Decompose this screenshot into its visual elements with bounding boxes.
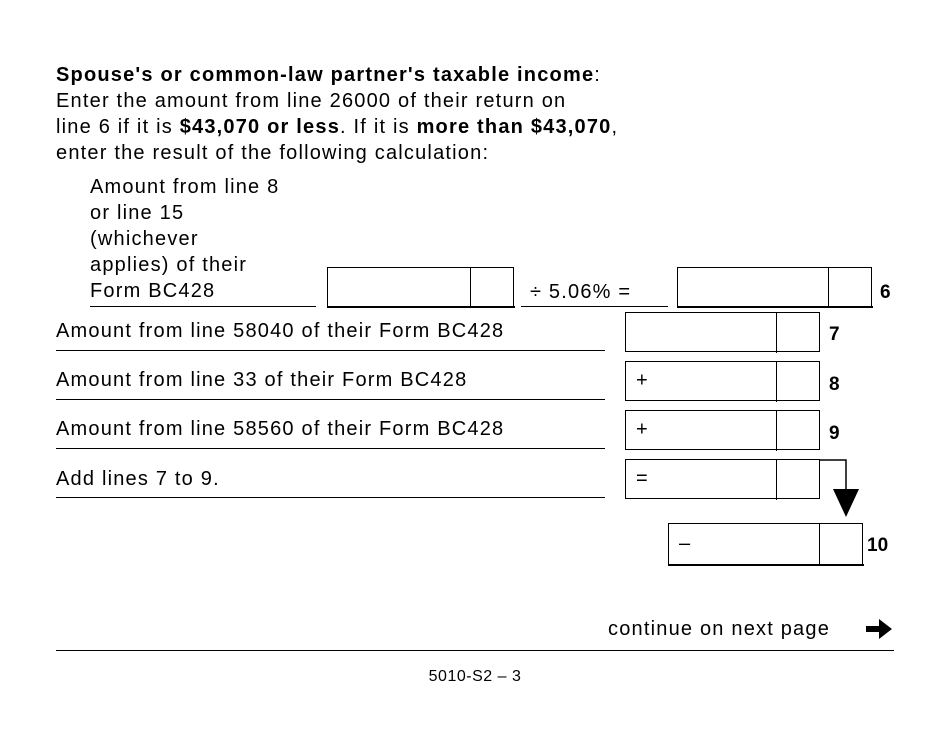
line-number-9: 9 [829,423,840,444]
right-arrow-icon [864,617,894,641]
row-underline [56,497,605,498]
line-6-field[interactable] [677,267,872,307]
calc-operator-underline [521,306,668,307]
row-label-line-8: Amount from line 33 of their Form BC428 [56,369,468,391]
field-bottom-border [668,564,864,566]
row-underline [56,399,605,400]
minus-sign: – [679,532,691,555]
page-id: 5010-S2 – 3 [428,668,522,685]
calc-input-field[interactable] [327,267,514,307]
row-label-line-9: Amount from line 58560 of their Form BC428 [56,418,505,440]
field-bottom-border [677,306,873,308]
cents-divider [470,267,471,308]
continue-text: continue on next page [608,618,831,640]
section-heading: Spouse's or common-law partner's taxable income: [56,64,602,86]
cents-divider [819,523,820,566]
line-number-6: 6 [880,282,891,303]
calc-label-line: applies) of their [90,254,248,276]
intro-line-1: Enter the amount from line 26000 of their return on [56,90,567,112]
calc-label-line: (whichever [90,228,199,250]
cents-divider [776,410,777,451]
line-10-field[interactable] [668,523,863,565]
calc-label-line: Form BC428 [90,280,216,302]
field-bottom-border [327,306,515,308]
equals-sign: = [636,467,648,490]
cents-divider [828,267,829,308]
intro-line-2: line 6 if it is $43,070 or less. If it is more than $43,070, [56,116,619,138]
down-arrow-icon [815,455,865,523]
row-underline [56,448,605,449]
calc-label-underline [90,306,316,307]
plus-sign: + [636,418,648,441]
line-8-field[interactable] [625,361,820,401]
calc-operator: ÷ 5.06% = [530,281,632,303]
line-number-10: 10 [867,535,889,556]
row-underline [56,350,605,351]
line-number-7: 7 [829,324,840,345]
line-7-field[interactable] [625,312,820,352]
total-field[interactable] [625,459,820,499]
cents-divider [776,312,777,353]
line-number-8: 8 [829,374,840,395]
footer-rule [56,650,894,651]
cents-divider [776,361,777,402]
calc-label-line: or line 15 [90,202,185,224]
intro-line-3: enter the result of the following calculation: [56,142,490,164]
row-label-line-7: Amount from line 58040 of their Form BC428 [56,320,505,342]
cents-divider [776,459,777,500]
plus-sign: + [636,369,648,392]
calc-label-line: Amount from line 8 [90,176,280,198]
line-9-field[interactable] [625,410,820,450]
row-label-total: Add lines 7 to 9. [56,468,220,490]
